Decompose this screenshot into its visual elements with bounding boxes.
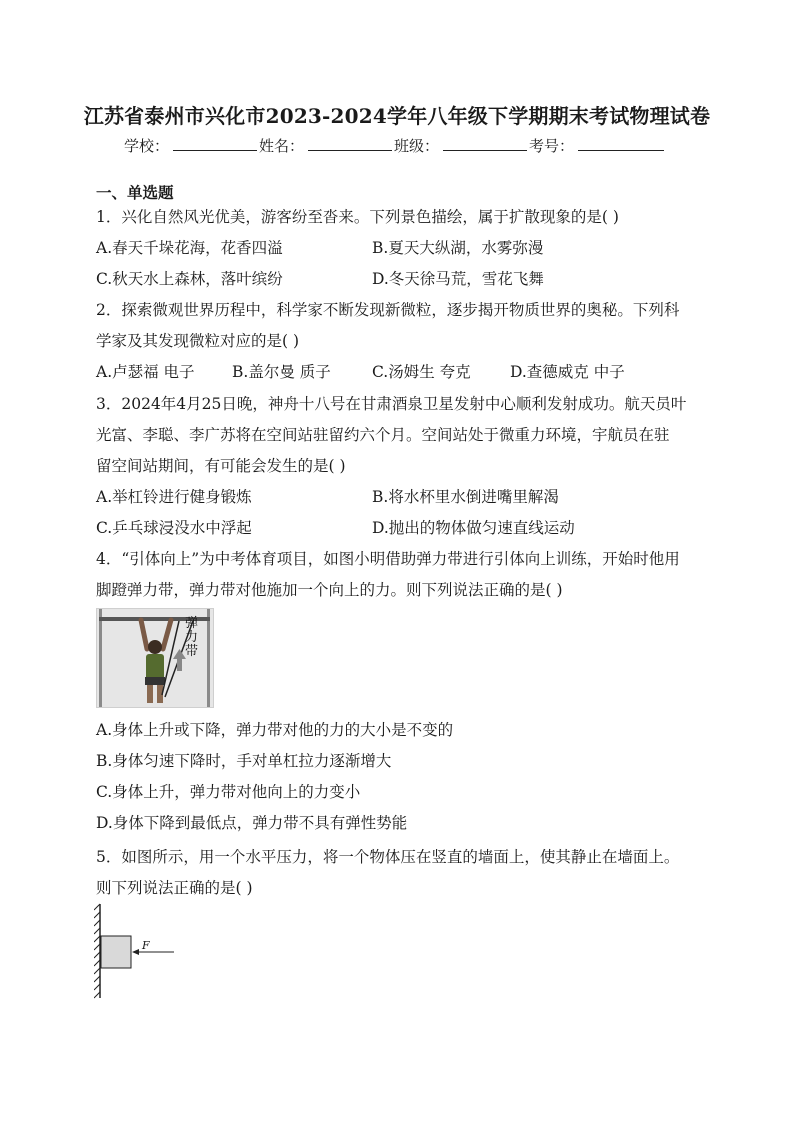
question-2-stem-line-1: 2．探索微观世界历程中，科学家不断发现新微粒，逐步揭开物质世界的奥秘。下列科 <box>96 301 680 319</box>
pull-up-figure <box>96 608 214 708</box>
question-4-option-a: A.身体上升或下降，弹力带对他的力的大小是不变的 <box>96 721 454 739</box>
question-3-option-a: A.举杠铃进行健身锻炼 <box>96 488 252 506</box>
student-info-row <box>124 135 666 156</box>
force-label: F <box>142 939 150 952</box>
question-1-option-a: A.春天千垛花海，花香四溢 <box>96 239 283 257</box>
question-1-stem: 1．兴化自然风光优美，游客纷至沓来。下列景色描绘，属于扩散现象的是( ) <box>96 208 619 226</box>
question-4-option-c: C.身体上升，弹力带对他向上的力变小 <box>96 783 361 801</box>
exam-title: 江苏省泰州市兴化市2023-2024学年八年级下学期期末考试物理试卷 <box>83 104 711 128</box>
question-3-stem-line-2: 光富、李聪、李广苏将在空间站驻留约六个月。空间站处于微重力环境，宇航员在驻 <box>96 426 670 444</box>
question-3-stem-line-1: 3．2024年4月25日晚，神舟十八号在甘肃酒泉卫星发射中心顺利发射成功。航天员叶 <box>96 395 687 413</box>
question-3-option-c: C.乒乓球浸没水中浮起 <box>96 519 252 537</box>
name-blank <box>308 136 392 151</box>
exam-number-label: 考号： <box>529 137 575 155</box>
name-label: 姓名： <box>259 137 305 155</box>
class-blank <box>443 136 527 151</box>
question-1-option-b: B.夏天大纵湖，水雾弥漫 <box>372 239 544 257</box>
question-2-option-c: C.汤姆生 夸克 <box>372 363 471 381</box>
question-4-stem-line-1: 4．“引体向上”为中考体育项目，如图小明借助弹力带进行引体向上训练，开始时他用 <box>96 550 680 568</box>
question-1-option-c: C.秋天水上森林，落叶缤纷 <box>96 270 283 288</box>
school-blank <box>173 136 257 151</box>
wall-block-figure <box>94 902 184 1002</box>
question-3-stem-line-3: 留空间站期间，有可能会发生的是( ) <box>96 457 346 475</box>
question-3-option-d: D.抛出的物体做匀速直线运动 <box>372 519 575 537</box>
question-2-stem-line-2: 学家及其发现微粒对应的是( ) <box>96 332 300 350</box>
exam-number-blank <box>578 136 664 151</box>
question-4-option-d: D.身体下降到最低点，弹力带不具有弹性势能 <box>96 814 408 832</box>
question-2-option-a: A.卢瑟福 电子 <box>96 363 195 381</box>
school-label: 学校： <box>124 137 170 155</box>
band-label: 弹力带 <box>185 616 199 659</box>
class-label: 班级： <box>394 137 440 155</box>
question-1-option-d: D.冬天徐马荒，雪花飞舞 <box>372 270 544 288</box>
question-2-option-b: B.盖尔曼 质子 <box>232 363 331 381</box>
question-2-option-d: D.查德威克 中子 <box>510 363 625 381</box>
wall-block-illustration <box>94 902 184 1002</box>
question-5-stem-line-2: 则下列说法正确的是( ) <box>96 879 253 897</box>
question-5-stem-line-1: 5．如图所示，用一个水平压力，将一个物体压在竖直的墙面上，使其静止在墙面上。 <box>96 848 680 866</box>
section-heading: 一、单选题 <box>96 183 174 202</box>
question-3-option-b: B.将水杯里水倒进嘴里解渴 <box>372 488 559 506</box>
question-4-option-b: B.身体匀速下降时，手对单杠拉力逐渐增大 <box>96 752 392 770</box>
question-4-stem-line-2: 脚蹬弹力带，弹力带对他施加一个向上的力。则下列说法正确的是( ) <box>96 581 563 599</box>
